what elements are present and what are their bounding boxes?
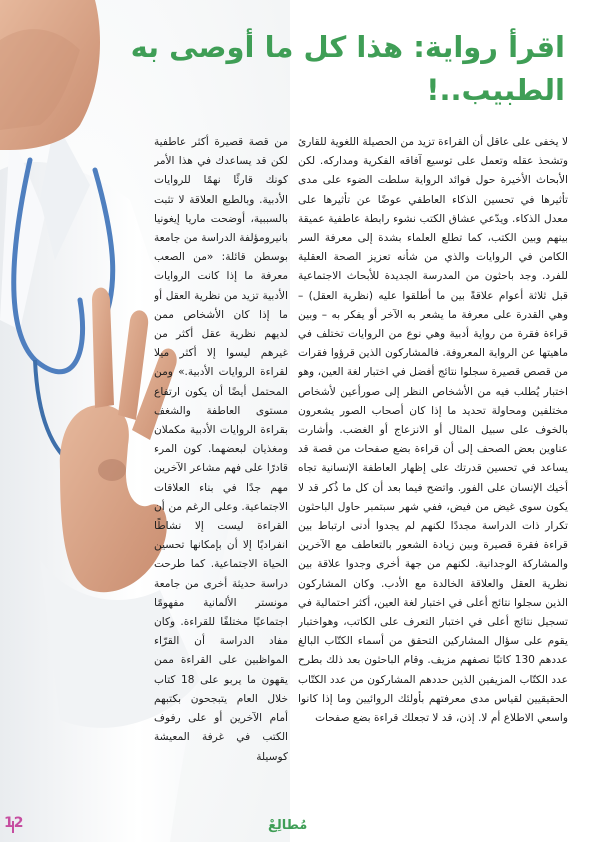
article-title [115,26,565,112]
article-column-left [154,133,288,823]
body-text-left: من قصة قصيرة أكثر عاطفية لكن قد يساعدك في هذا الأمر كونك قارئًا نهمًا للروايات الأدبية. وبالطبع العلاقة لا تثبت بالسببية، أوضحت ماريا إيغونيا بانيرومؤلفة الدراسة من جامعة بوسطن قائلة: «من الصعب معرفة ما إذا كانت الروايات الأدبية تزيد من نظرية العقل أو ما إذا كان الأشخاص ممن لديهم نظرية عقل أكثر من غيرهم ليسوا إلا أكثر ميلا لقراءة الروايات الأدبية.» ومن المحتمل أيضًا أن يكون ارتفاع مستوى العاطفة والشغف بقراءة الروايات الأدبية مكملان ومغذيان لبعضهما. كون المرء قادرًا على فهم مشاعر الآخرين مهم جدًا في بناء العلاقات الاجتماعية. وعلى الرغم من أن القراءة ليست إلا نشاطًا انفراديًا إلا أن بإمكانها تحسين الحياة الاجتماعية. كما طرحت دراسة حديثة أخرى من جامعة مونستر الألمانية مفهومًا اجتماعيًا مختلفًا للقراءة. وكان مفاد الدراسة أن القرّاء المواظبين على القراءة ممن يقهون ما يربو على 18 كتاب خلال العام يتبجحون بكتبهم أمام الآخرين أو على رفوف الكتب في غرفة المعيشة كوسيلة [154,136,288,763]
page-number-divider [12,821,20,833]
article-column-right [298,133,568,823]
magazine-logo: مُطالِعْ [268,818,308,833]
body-text-right: لا يخفى على عاقل أن القراءة تزيد من الحصيلة اللغوية للقارئ وتشحذ عقله وتعمل على توسيع آفاقه الفكرية ومداركه. لكن الأبحاث الأخيرة حول فوائد الرواية سلطت الضوء على مدى تأثيرها في تحسين الذكاء العاطفي عوضًا عن تأثيرها على معدل الذكاء. ويدّعي عشاق الكتب نشوء رابطة عاطفية عميقة بينهم وبين الكتب، كما تطلع العلماء بشدة إلى معرفة السر الكامن في الروايات والذي من شأنه تعزيز الصحة العقلية للفرد. وجد باحثون من المدرسة الجديدة للأبحاث الاجتماعية قبل ثلاثة أعوام علاقةً بين ما أطلقوا عليه (نظرية العقل) – وهي القدرة على معرفة ما يشعر به الآخر أو يفكر به – وبين قراءة فقرة من رواية أدبية وهي نوع من الروايات تختلف في ماهيتها عن الرواية المعروفة. فالمشاركون الذين قرؤوا فقرات من قصص قصيرة سجلوا نتائج أفضل في اختبار لغة العين، وهو اختبار يُطلب فيه من الأشخاص النظر إلى صورأعين لأشخاص مختلفين ومحاولة تحديد ما إذا كان أصحاب الصور يشعرون بالخوف على سبيل المثال أو الانزعاج أو الغضب. وأشارت عناوين بعض الصحف إلى أن قراءة بضع صفحات من قصة قد يساعد في تحسين قدرتك على إظهار العاطفة الإنسانية تجاه أخيك الإنسان على الفور. واتضح فيما بعد أن كل ما ذُكر قد لا يكون سوى غيض من فيض، ففي شهر سبتمبر حاول الباحثون تكرار ذات الدراسة مجددًا لكنهم لم يجدوا أدنى ارتباط بين قراءة فقرة قصيرة وبين زيادة الشعور بالتعاطف مع الآخرين والمشاركة الوجدانية. لكنهم من جهة أخرى وجدوا علاقة بين نظرية العقل والعلاقة الخالدة مع الأدب. وكان المشاركون الذين سجلوا نتائج أعلى في اختبار لغة العين، أكثر احتمالية في تسجيل نتائج أعلى في اختبار التعرف على الكاتب، وهواختبار يقوم على سؤال المشاركين التحقق من أسماء الكتّاب البالغ عددهم 130 كاتبًا نصفهم مزيف. وقام الباحثون بعد ذلك بطرح عدد الكتّاب المزيفين الذين حددهم المشاركون من عدد الكتّاب الحقيقيين لقياس مدى معرفتهم بأولئك الروائيين وما إذا كانوا واسعي الاطلاع أم لا. إذن، قد لا تجعلك قراءة بضع صفحات [298,136,568,725]
title-line-2: الطبيب..! [426,73,565,107]
title-line-1: اقرأ رواية: هذا كل ما أوصى به [130,30,565,64]
page-number: 12 [4,815,24,831]
